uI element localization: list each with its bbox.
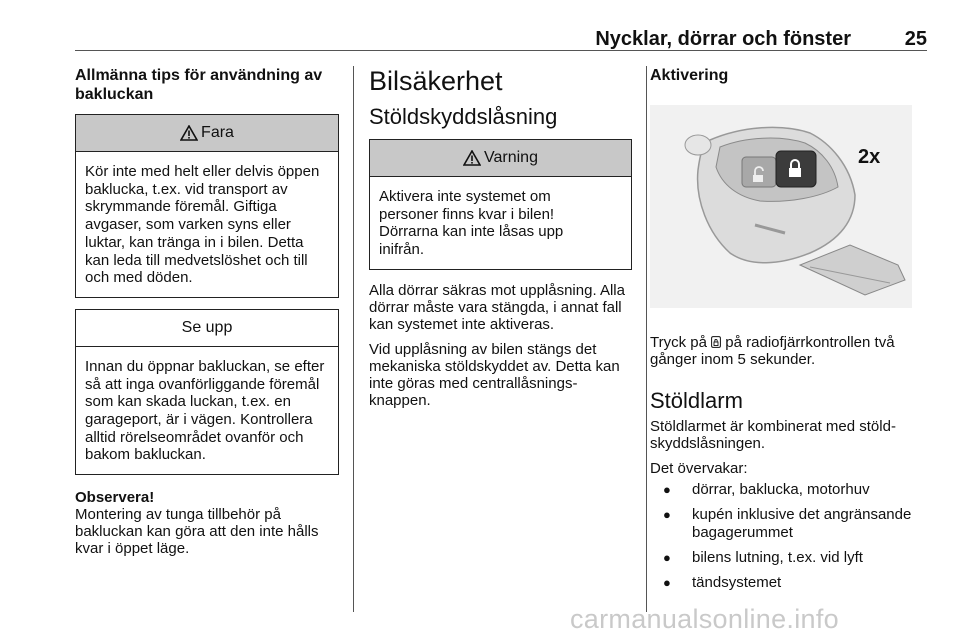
monitors-label: Det övervakar: (650, 460, 748, 477)
activation-instruction (650, 334, 930, 368)
danger-text: Kör inte med helt eller delvis öppen baklucka, t.ex. vid transport av skrymmande föremål. Giftiga avgaser, som varken syns eller luktar, kan tränga in i bilen. Detta kan leda till medvetslöshet och till och med döden. (85, 163, 320, 287)
warning-label: Varning (484, 149, 538, 166)
alarm-description: Stöldlarmet är kombinerat med stöld-skyddslåsningen. (650, 418, 896, 452)
section-subtitle-antitheft-locking: Stöldskyddslåsning (369, 104, 558, 129)
danger-label: Fara (201, 124, 234, 141)
watermark: carmanualsonline.info (570, 604, 839, 634)
section-heading-activation: Aktivering (650, 67, 729, 84)
list-item: ● tändsystemet (650, 574, 930, 592)
list-item: ● dörrar, baklucka, motorhuv (650, 481, 930, 499)
press-twice-label: 2x (858, 146, 881, 168)
list-item: ● bilens lutning, t.ex. vid lyft (650, 549, 930, 567)
section-title-vehicle-security: Bilsäkerhet (369, 66, 503, 96)
warning-box (369, 139, 632, 270)
activation-text-after: på radiofjärrkontrollen två gånger inom 5 sekunder. (650, 334, 895, 368)
page-header (75, 28, 927, 50)
chapter-title: Nycklar, dörrar och fönster (595, 28, 851, 50)
paragraph-unlocking: Vid upplåsning av bilen stängs det mekaniska stöldskyddet av. Detta kan inte göras med centrallåsnings-knappen. (369, 340, 620, 409)
note-title: Observera! (75, 489, 155, 507)
monitored-list (650, 481, 930, 592)
warning-triangle-icon (180, 125, 198, 141)
section-subtitle-alarm: Stöldlarm (650, 388, 743, 413)
column-1 (75, 66, 339, 557)
warning-triangle-icon (463, 150, 481, 166)
note-text: Montering av tunga tillbehör på bakluckan kan göra att den inte hålls kvar i öppet läge. (75, 506, 319, 558)
paragraph-all-doors: Alla dörrar säkras mot upplåsning. Alla dörrar måste vara stängda, i annat fall kan systemet inte aktiveras. (369, 281, 625, 333)
key-fob-illustration (650, 105, 912, 308)
list-item: ● kupén inklusive det angränsande bagagerummet (650, 506, 930, 542)
caution-box (75, 309, 339, 475)
section-heading-tailgate: Allmänna tips för användning av bakluckan (75, 67, 323, 103)
danger-box-header (76, 115, 338, 152)
column-divider-2 (646, 66, 647, 612)
page-number: 25 (904, 28, 927, 50)
column-2 (369, 66, 632, 409)
warning-text: Aktivera inte systemet om personer finns kvar i bilen! Dörrarna kan inte låsas upp inifrån. (379, 188, 564, 259)
caution-label: Se upp (181, 318, 233, 336)
danger-box (75, 114, 339, 298)
caution-box-header (76, 310, 338, 347)
warning-box-header (370, 140, 631, 177)
lock-icon (711, 336, 721, 348)
activation-text-before: Tryck på (650, 334, 712, 351)
column-divider-1 (353, 66, 354, 612)
header-rule (75, 50, 927, 51)
caution-text: Innan du öppnar bakluckan, se efter så att inga ovanförliggande föremål som kan skada luckan, t.ex. en garageport, är i vägen. Kontrollera alltid rörelseområdet ovanför och bakom bakluckan. (85, 357, 325, 464)
column-3 (650, 66, 930, 599)
